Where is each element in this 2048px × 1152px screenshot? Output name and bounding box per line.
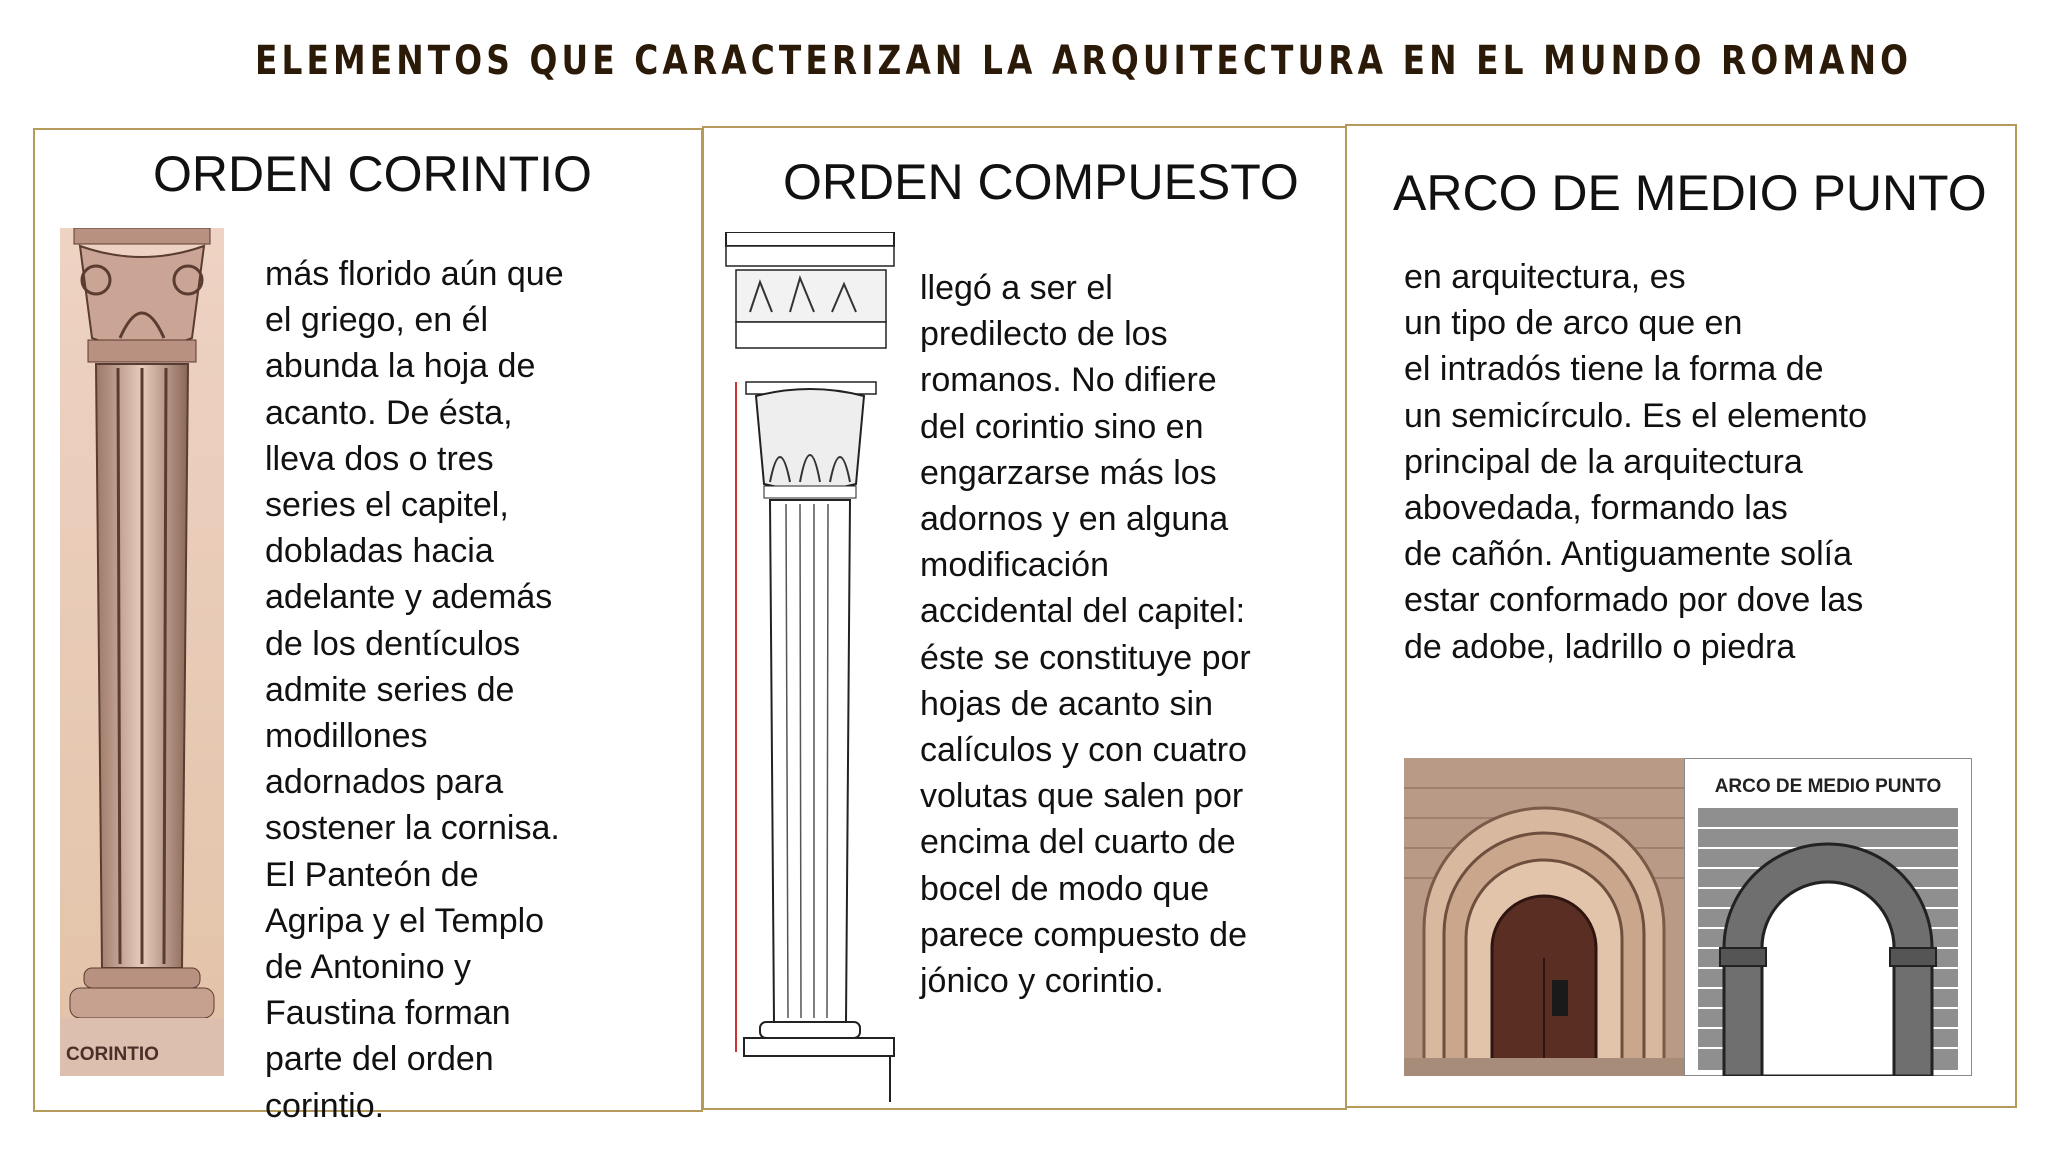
panel-text-round-arch: en arquitectura, es un tipo de arco que en el intradós tiene la forma de un semicírculo. Es el elemento principal de la arquitectura abovedada, formando las de cañón. Antiguamente solía estar conformado por dove las de adobe, ladrillo o piedra (1404, 258, 1867, 666)
slide-title: ELEMENTOS QUE CARACTERIZAN LA ARQUITECTURA EN EL MUNDO ROMANO (255, 38, 1913, 84)
panel-title-round-arch: ARCO DE MEDIO PUNTO (1393, 165, 1987, 221)
corinthian-caption: CORINTIO (66, 1044, 159, 1065)
arch-diagram (1684, 758, 1972, 1076)
panel-text-corinthian: más florido aún que el griego, en él abunda la hoja de acanto. De ésta, lleva dos o tres series el capitel, dobladas hacia adelante y además de los dentículos admite series de modillones adornados para sostener la cornisa. El Panteón de Agripa y el Templo de Antonino y Faustina forman parte del orden corintio. (265, 255, 564, 1125)
corinthian-column-image (60, 228, 224, 1076)
composite-column-image (720, 232, 900, 1102)
panel-text-composite: llegó a ser el predilecto de los romanos. No difiere del corintio sino en engarzarse más los adornos y en alguna modificación accidental del capitel: éste se constituye por hojas de acanto sin calículos y con cuatro volutas que salen por encima del cuarto de bocel de modo que parece compuesto de jónico y corintio. (920, 269, 1251, 1001)
panel-title-corinthian: ORDEN CORINTIO (153, 146, 592, 202)
panel-title-composite: ORDEN COMPUESTO (783, 154, 1299, 210)
arch-diagram-caption: ARCO DE MEDIO PUNTO (1714, 776, 1942, 797)
arch-doorway-photo (1404, 758, 1684, 1076)
